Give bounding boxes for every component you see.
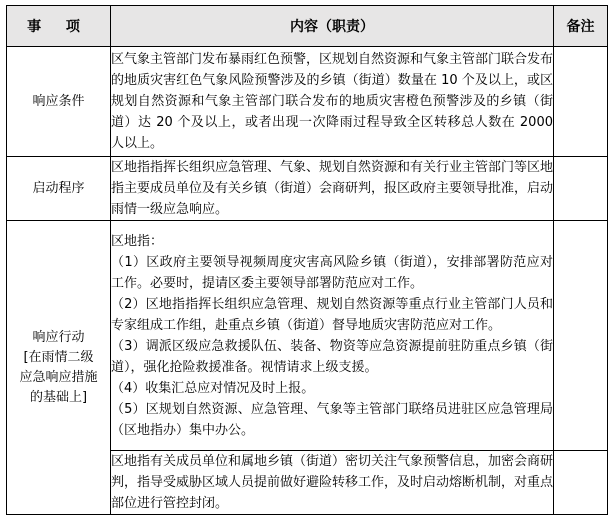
row-content-actions — [111, 221, 554, 451]
row-remarks-cell — [554, 157, 608, 221]
action-paragraph: （4）收集汇总应对情况及时上报。 — [111, 380, 315, 396]
action-paragraph: （5）区规划自然资源、应急管理、气象等主管部门联络员进驻区应急管理局（区地指办）集中办公。 — [111, 401, 553, 438]
table-row — [7, 157, 608, 221]
label-line: 的基础上] — [29, 389, 88, 405]
label-line: [在雨情二级 — [23, 349, 94, 365]
row-content-local: 区地指有关成员单位和属地乡镇（街道）密切关注气象预警信息，加密会商研判，指导受威胁区域人员提前做好避险转移工作，及时启动熔断机制，对重点部位进行管控封闭。 — [111, 451, 554, 515]
row-label-procedure: 启动程序 — [7, 157, 111, 221]
action-paragraph: （1）区政府主要领导视频周度灾害高风险乡镇（街道），安排部署防范应对工作。必要时，提请区委主要领导部署防范应对工作。 — [111, 254, 553, 291]
table-row — [7, 47, 608, 157]
row-remarks-cell — [554, 221, 608, 451]
action-paragraph: （2）区地指指挥长组织应急管理、规划自然资源等重点行业主管部门人员和专家组成工作组，赴重点乡镇（街道）督导地质灾害防范应对工作。 — [111, 296, 553, 333]
table-row — [7, 221, 608, 451]
row-remarks-cell — [554, 47, 608, 157]
row-label-actions — [7, 221, 111, 515]
row-content-procedure: 区地指指挥长组织应急管理、气象、规划自然资源和有关行业主管部门等区地指主要成员单位及有关乡镇（街道）会商研判，报区政府主要领导批准，启动雨情一级应急响应。 — [111, 157, 554, 221]
action-paragraph: 区地指： — [111, 233, 164, 249]
header-remarks: 备注 — [554, 6, 608, 47]
response-table — [6, 5, 608, 515]
table-header-row — [7, 6, 608, 47]
label-line: 响应行动 — [32, 329, 85, 345]
row-remarks-cell — [554, 451, 608, 515]
action-paragraph: （3）调派区级应急救援队伍、装备、物资等应急资源提前驻防重点乡镇（街道），强化抢险救援准备。视情请求上级支援。 — [111, 338, 553, 375]
header-matter: 事 项 — [7, 6, 111, 47]
header-content: 内容（职责） — [111, 6, 554, 47]
label-line: 应急响应措施 — [19, 369, 98, 385]
row-content-conditions: 区气象主管部门发布暴雨红色预警，区规划自然资源和气象主管部门联合发布的地质灾害红色气象风险预警涉及的乡镇（街道）数量在 10 个及以上，或区规划自然资源和气象主管部门联合发布的地质灾害橙色预警涉及的乡镇（街道）达 20 个及以上，或者出现一次降雨过程导致全区转移总人数在 2000 人以上。 — [111, 47, 554, 157]
row-label-conditions: 响应条件 — [7, 47, 111, 157]
